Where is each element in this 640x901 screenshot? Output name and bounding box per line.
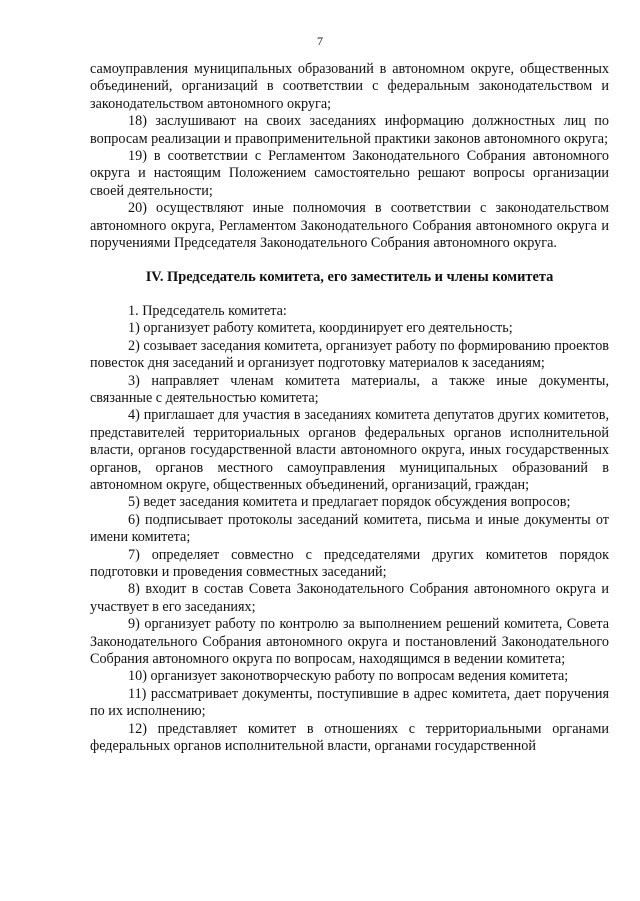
list-item-4: 4) приглашает для участия в заседаниях комитета депутатов других комитетов, представителей территориальных органов федеральных органов исполнительной власти, органов государственной власти автономного округа, иных государственных органов, органов местного самоуправления муниципальных образований в автономном округе, общественных объединений, организаций, граждан; xyxy=(90,407,609,493)
paragraph-17-continuation: самоуправления муниципальных образований в автономном округе, общественных объединений, организаций в соответствии с федеральным законодательством и законодательством автономного округа; xyxy=(90,61,609,112)
document-body xyxy=(90,61,609,755)
list-item-8: 8) входит в состав Совета Законодательного Собрания автономного округа и участвует в его заседаниях; xyxy=(90,581,609,615)
paragraph-20: 20) осуществляют иные полномочия в соответствии с законодательством автономного округа, Регламентом Законодательного Собрания автономного округа и поручениями Председателя Законодательного Собрания автономного округа. xyxy=(90,200,609,252)
paragraph-19: 19) в соответствии с Регламентом Законодательного Собрания автономного округа и настоящим Положением самостоятельно решают вопросы организации своей деятельности; xyxy=(90,148,609,199)
page-number: 7 xyxy=(317,34,323,48)
list-item-7: 7) определяет совместно с председателями других комитетов порядок подготовки и проведения совместных заседаний; xyxy=(90,546,609,580)
list-item-6: 6) подписывает протоколы заседаний комитета, письма и иные документы от имени комитета; xyxy=(90,511,609,546)
paragraph-18: 18) заслушивают на своих заседаниях информацию должностных лиц по вопросам реализации и правоприменительной практики законов автономного округа; xyxy=(90,113,609,147)
list-item-5: 5) ведет заседания комитета и предлагает порядок обсуждения вопросов; xyxy=(128,494,571,511)
list-item-12: 12) представляет комитет в отношениях с территориальными органами федеральных органов исполнительной власти, органами государственной xyxy=(90,720,609,755)
list-item-11: 11) рассматривает документы, поступившие в адрес комитета, дает поручения по их исполнению; xyxy=(90,685,609,720)
list-item-1: 1) организует работу комитета, координирует его деятельность; xyxy=(128,320,513,337)
list-item-2: 2) созывает заседания комитета, организует работу по формированию проектов повесток дня заседаний и организует подготовку материалов к заседаниям; xyxy=(90,337,609,372)
clause-intro: 1. Председатель комитета: xyxy=(128,302,287,319)
list-item-9: 9) организует работу по контролю за выполнением решений комитета, Совета Законодательного Собрания автономного округа и постановлений Законодательного Собрания автономного округа по вопросам, находящимся в ведении комитета; xyxy=(90,616,609,667)
list-item-3: 3) направляет членам комитета материалы, а также иные документы, связанные с деятельностью комитета; xyxy=(90,372,609,406)
section-heading: IV. Председатель комитета, его заместитель и члены комитета xyxy=(145,269,554,286)
list-item-10: 10) организует законотворческую работу по вопросам ведения комитета; xyxy=(128,668,569,685)
